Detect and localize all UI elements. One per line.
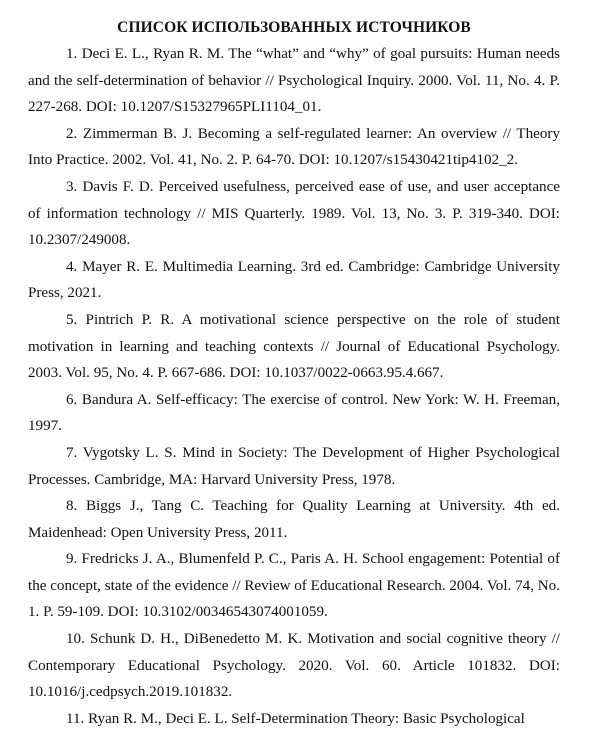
reference-item-3: 3. Davis F. D. Perceived usefulness, perceived ease of use, and user acceptance of information technology // MIS Quarterly. 1989. Vol. 13, No. 3. P. 319-340. DOI: 10.2307/249008. bbox=[28, 178, 560, 249]
reference-item-11: 11. Ryan R. M., Deci E. L. Self-Determination Theory: Basic Psychological bbox=[66, 710, 525, 727]
reference-item-8: 8. Biggs J., Tang C. Teaching for Quality Learning at University. 4th ed. Maidenhead: Open University Press, 2011. bbox=[28, 498, 560, 541]
reference-item-2: 2. Zimmerman B. J. Becoming a self-regulated learner: An overview // Theory Into Practice. 2002. Vol. 41, No. 2. P. 64-70. DOI: 10.1207/s15430421tip4102_2. bbox=[28, 125, 560, 169]
document-page bbox=[28, 18, 560, 732]
reference-item-7: 7. Vygotsky L. S. Mind in Society: The Development of Higher Psychological Processes. Cambridge, MA: Harvard University Press, 1978. bbox=[28, 444, 560, 488]
reference-item-9: 9. Fredricks J. A., Blumenfeld P. C., Paris A. H. School engagement: Potential of the concept, state of the evidence // Review of Educational Research. 2004. Vol. 74, No. 1. P. 59-109. DOI: 10.3102/00346543074001059. bbox=[28, 551, 560, 621]
reference-item-10: 10. Schunk D. H., DiBenedetto M. K. Motivation and social cognitive theory // Contemporary Educational Psychology. 2020. Vol. 60. Article 101832. DOI: 10.1016/j.cedpsych.2019.101832. bbox=[28, 631, 560, 701]
reference-list bbox=[28, 41, 560, 732]
reference-item-5: 5. Pintrich P. R. A motivational science perspective on the role of student motivation in learning and teaching contexts // Journal of Educational Psychology. 2003. Vol. 95, No. 4. P. 667-686. DOI: 10.1037/0022-0663.95.4.667. bbox=[28, 311, 560, 382]
reference-item-4: 4. Mayer R. E. Multimedia Learning. 3rd ed. Cambridge: Cambridge University Press, 2021. bbox=[28, 258, 560, 302]
reference-item-6: 6. Bandura A. Self-efficacy: The exercise of control. New York: W. H. Freeman, 1997. bbox=[28, 391, 560, 435]
references-heading: СПИСОК ИСПОЛЬЗОВАННЫХ ИСТОЧНИКОВ bbox=[117, 19, 471, 36]
reference-item-1: 1. Deci E. L., Ryan R. M. The “what” and “why” of goal pursuits: Human needs and the self-determination of behavior // Psychological Inquiry. 2000. Vol. 11, No. 4. P. 227-268. DOI: 10.1207/S15327965PLI1104_01. bbox=[28, 46, 560, 116]
